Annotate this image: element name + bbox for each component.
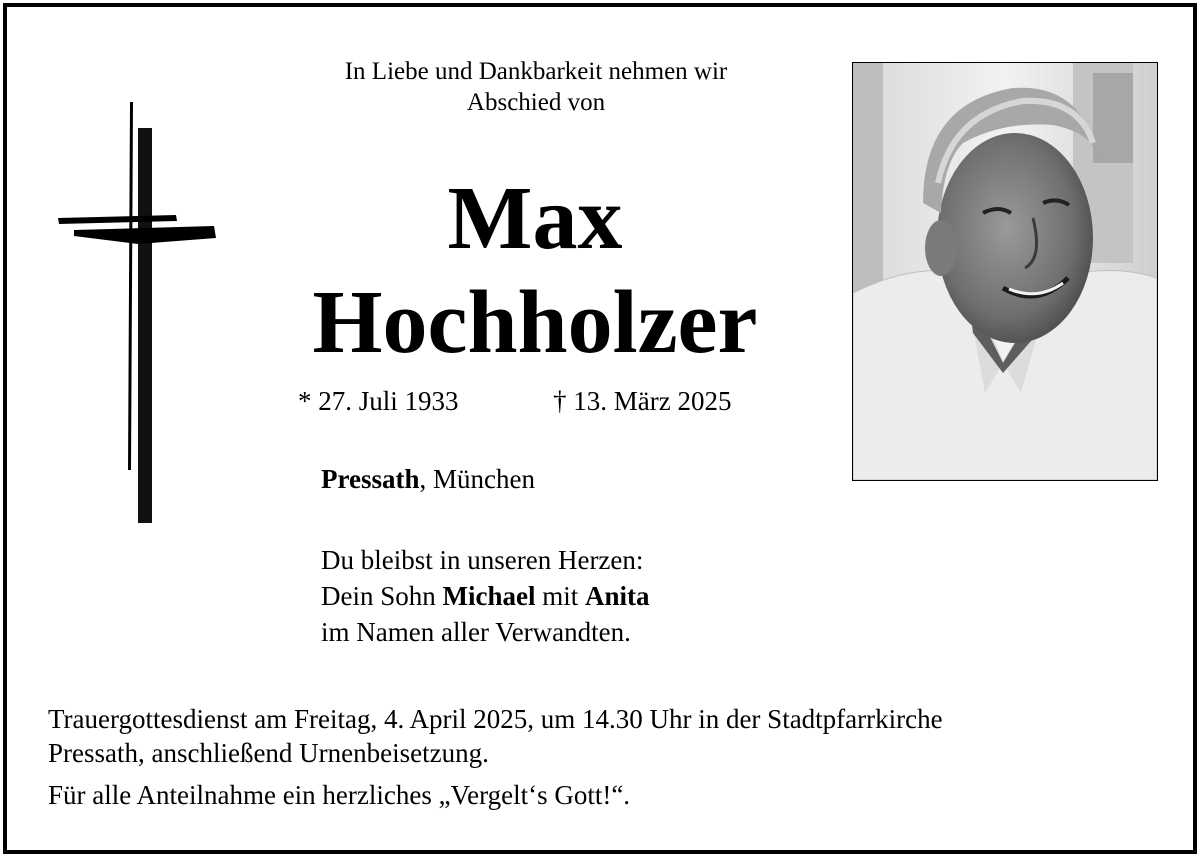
place-primary: Pressath [321,464,420,494]
cross-icon [56,98,220,530]
verse-line-3: im Namen aller Verwandten. [321,617,631,647]
verse-line-1: Du bleibst in unseren Herzen: [321,545,644,575]
partner-name: Anita [585,581,650,611]
place-separator: , [419,464,433,494]
thanks-line: Für alle Anteilnahme ein herzliches „Vergelt‘s Gott!“. [48,780,631,810]
verse-prefix: Dein Sohn [321,581,443,611]
places [321,464,535,495]
son-name: Michael [442,581,536,611]
birth-date: * 27. Juli 1933 [298,386,459,416]
portrait-image [853,63,1157,480]
intro-line-2: Abschied von [466,89,606,116]
first-name: Max [447,169,623,268]
service-line-2: Pressath, anschließend Urnenbeisetzung. [48,738,489,768]
intro-line-1: In Liebe und Dankbarkeit nehmen wir [344,58,728,85]
verse-mid: mit [535,581,585,611]
service-info [48,702,1168,770]
place-secondary: München [433,464,535,494]
family-verse [321,542,650,650]
death-date: † 13. März 2025 [553,386,732,416]
intro-text [260,56,812,118]
portrait-photo [852,62,1158,481]
service-line-1: Trauergottesdienst am Freitag, 4. April 2025, um 14.30 Uhr in der Stadtpfarrkirche [48,704,943,734]
verse-line-2 [321,578,650,614]
last-name: Hochholzer [312,273,758,372]
